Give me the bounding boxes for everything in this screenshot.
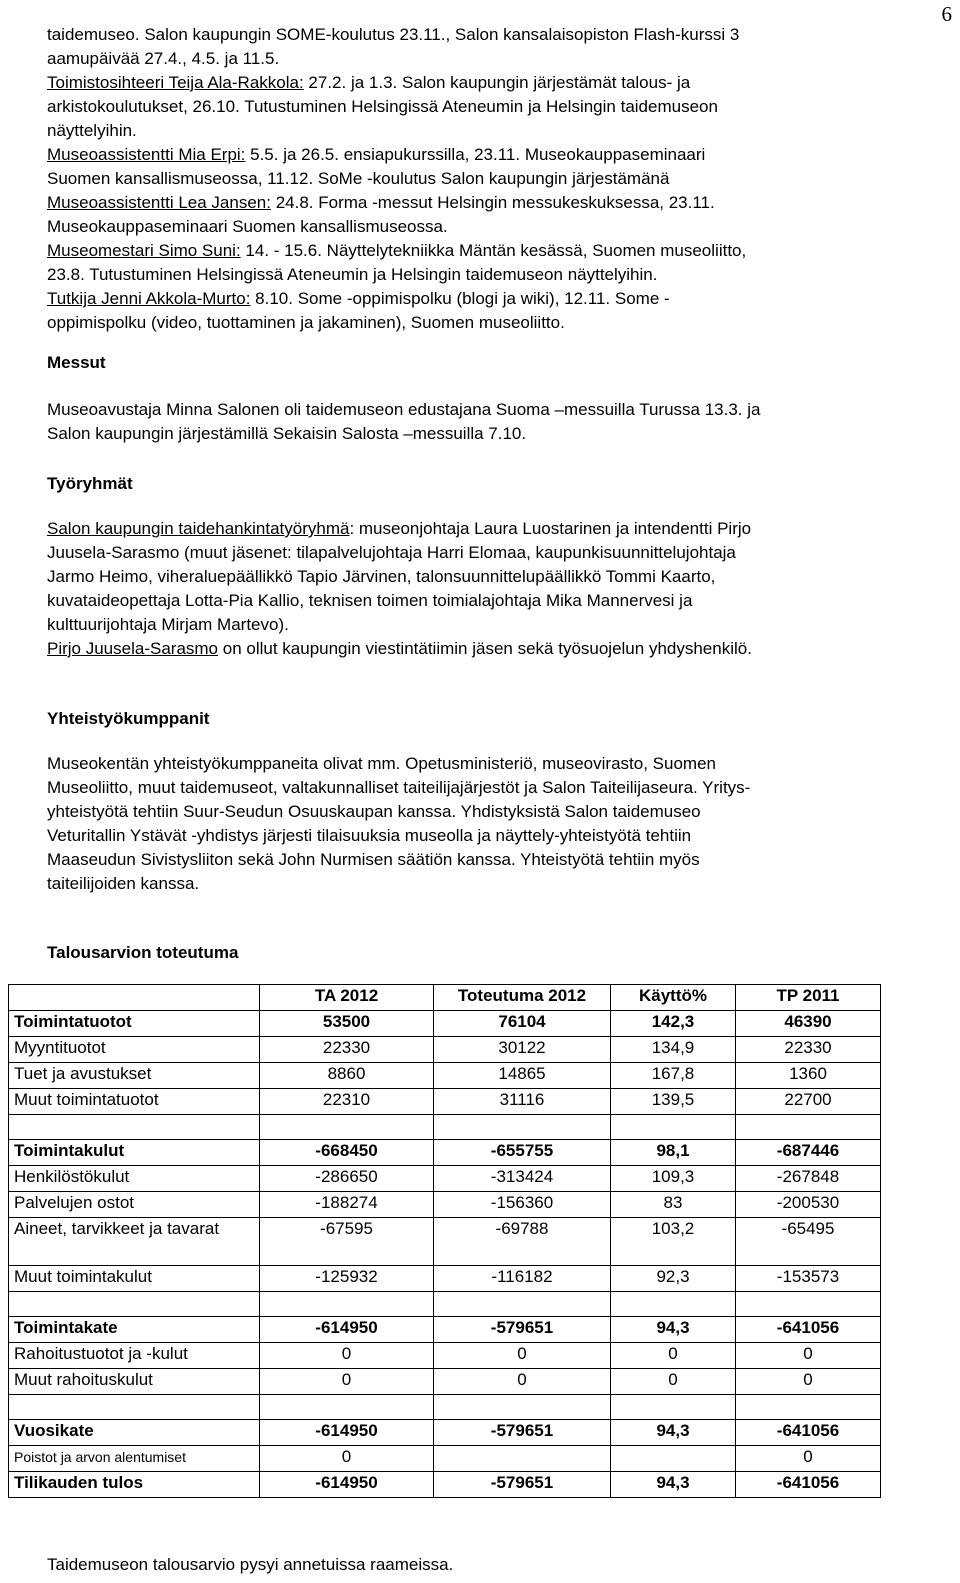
budget-row-label: Myyntituotot xyxy=(9,1037,260,1063)
budget-cell: -125932 xyxy=(260,1266,434,1292)
budget-row xyxy=(9,1266,881,1292)
budget-header-cell: TA 2012 xyxy=(260,985,434,1011)
budget-row xyxy=(9,1192,881,1218)
budget-row xyxy=(9,1472,881,1498)
budget-cell: -286650 xyxy=(260,1166,434,1192)
text-segment: arkistokoulutukset, 26.10. Tutustuminen Helsingissä Ateneumin ja Helsingin taidemuseon xyxy=(47,97,718,116)
budget-row xyxy=(9,1218,881,1266)
text-line xyxy=(47,71,690,95)
text-segment: näyttelyihin. xyxy=(47,121,137,140)
budget-cell: 109,3 xyxy=(611,1166,736,1192)
messut-line: Salon kaupungin järjestämillä Sekaisin Salosta –messuilla 7.10. xyxy=(47,424,527,443)
text-segment: 24.8. Forma -messut Helsingin messukeskuksessa, 23.11. xyxy=(270,193,715,212)
budget-cell: 31116 xyxy=(434,1089,611,1115)
budget-cell: 0 xyxy=(434,1369,611,1395)
budget-row xyxy=(9,1037,881,1063)
budget-spacer-row xyxy=(9,1115,881,1140)
text-segment: on ollut kaupungin viestintätiimin jäsen sekä työsuojelun yhdyshenkilö. xyxy=(218,639,752,658)
budget-cell: -200530 xyxy=(736,1192,881,1218)
text-segment: kulttuurijohtaja Mirjam Martevo). xyxy=(47,615,289,634)
budget-row-label: Tuet ja avustukset xyxy=(9,1063,260,1089)
budget-cell: 98,1 xyxy=(611,1140,736,1166)
budget-row xyxy=(9,1011,881,1037)
budget-row xyxy=(9,1446,881,1472)
budget-row-label: Palvelujen ostot xyxy=(9,1192,260,1218)
budget-row xyxy=(9,1140,881,1166)
budget-cell: 0 xyxy=(736,1446,881,1472)
budget-table xyxy=(8,984,881,1498)
budget-cell xyxy=(611,1292,736,1317)
budget-cell: 22330 xyxy=(736,1037,881,1063)
budget-cell: -116182 xyxy=(434,1266,611,1292)
text-segment: 8.10. Some -oppimispolku (blogi ja wiki), 12.11. Some - xyxy=(250,289,670,308)
budget-cell: -614950 xyxy=(260,1420,434,1446)
text-line xyxy=(47,541,736,565)
budget-cell: 134,9 xyxy=(611,1037,736,1063)
yhteistyo-line: yhteistyötä tehtiin Suur-Seudun Osuuskaupan kanssa. Yhdistyksistä Salon taidemuseo xyxy=(47,802,701,821)
text-line xyxy=(47,23,739,47)
yhteistyo-line: Museoliitto, muut taidemuseot, valtakunnalliset taiteilijajärjestöt ja Salon Taiteilijaseura. Yritys- xyxy=(47,778,751,797)
text-segment: oppimispolku (video, tuottaminen ja jakaminen), Suomen museoliitto. xyxy=(47,313,565,332)
budget-row-label: Toimintakulut xyxy=(9,1140,260,1166)
budget-row-label: Muut rahoituskulut xyxy=(9,1369,260,1395)
budget-cell xyxy=(736,1292,881,1317)
budget-row-label: Toimintakate xyxy=(9,1317,260,1343)
budget-cell: 83 xyxy=(611,1192,736,1218)
text-line xyxy=(47,167,669,191)
budget-cell xyxy=(434,1446,611,1472)
budget-cell: 167,8 xyxy=(611,1063,736,1089)
budget-row xyxy=(9,1317,881,1343)
text-line xyxy=(47,143,705,167)
budget-row-label: Poistot ja arvon alentumiset xyxy=(9,1446,260,1472)
page-number: 6 xyxy=(941,2,952,26)
text-line xyxy=(47,589,692,613)
budget-cell: 139,5 xyxy=(611,1089,736,1115)
budget-cell: 94,3 xyxy=(611,1317,736,1343)
budget-cell: 53500 xyxy=(260,1011,434,1037)
budget-cell: -156360 xyxy=(434,1192,611,1218)
budget-cell xyxy=(260,1395,434,1420)
budget-cell: -67595 xyxy=(260,1218,434,1266)
budget-cell: 0 xyxy=(260,1343,434,1369)
budget-row-label: Henkilöstökulut xyxy=(9,1166,260,1192)
underlined-name: Museoassistentti Mia Erpi: xyxy=(47,145,246,164)
budget-row xyxy=(9,1089,881,1115)
budget-cell: 94,3 xyxy=(611,1472,736,1498)
text-segment: Juusela-Sarasmo (muut jäsenet: tilapalvelujohtaja Harri Elomaa, kaupunkisuunnittelujohtaja xyxy=(47,543,736,562)
budget-spacer-row xyxy=(9,1292,881,1317)
budget-cell: -65495 xyxy=(736,1218,881,1266)
budget-cell: 0 xyxy=(611,1369,736,1395)
underlined-name: Pirjo Juusela-Sarasmo xyxy=(47,639,219,658)
budget-cell: -641056 xyxy=(736,1317,881,1343)
budget-row-label: Muut toimintakulut xyxy=(9,1266,260,1292)
budget-cell: 30122 xyxy=(434,1037,611,1063)
section-heading-messut: Messut xyxy=(47,353,106,372)
budget-cell: -267848 xyxy=(736,1166,881,1192)
text-line xyxy=(47,263,657,287)
budget-cell: -579651 xyxy=(434,1317,611,1343)
budget-cell: -153573 xyxy=(736,1266,881,1292)
budget-header-cell xyxy=(9,985,260,1011)
budget-cell: 94,3 xyxy=(611,1420,736,1446)
budget-row-label: Rahoitustuotot ja -kulut xyxy=(9,1343,260,1369)
budget-cell: 0 xyxy=(736,1343,881,1369)
text-segment: kuvataideopettaja Lotta-Pia Kallio, teknisen toimen toimialajohtaja Mika Mannervesi ja xyxy=(47,591,693,610)
text-line xyxy=(47,517,751,541)
budget-row xyxy=(9,1343,881,1369)
budget-cell: 0 xyxy=(260,1369,434,1395)
text-segment: 27.2. ja 1.3. Salon kaupungin järjestämät talous- ja xyxy=(303,73,691,92)
budget-cell xyxy=(434,1292,611,1317)
text-segment: : museonjohtaja Laura Luostarinen ja intendentti Pirjo xyxy=(349,519,752,538)
budget-cell: 46390 xyxy=(736,1011,881,1037)
text-segment: Museokauppaseminaari Suomen kansallismuseossa. xyxy=(47,217,448,236)
text-line xyxy=(47,239,746,263)
budget-cell: -668450 xyxy=(260,1140,434,1166)
section-heading-yhteistyo: Yhteistyökumppanit xyxy=(47,709,210,728)
budget-cell xyxy=(611,1446,736,1472)
text-line xyxy=(47,565,715,589)
text-segment: Suomen kansallismuseossa, 11.12. SoMe -koulutus Salon kaupungin järjestämänä xyxy=(47,169,670,188)
budget-row-label: Aineet, tarvikkeet ja tavarat xyxy=(9,1218,260,1266)
budget-header-cell: Käyttö% xyxy=(611,985,736,1011)
budget-cell: -641056 xyxy=(736,1472,881,1498)
text-segment: Jarmo Heimo, viheraluepäällikkö Tapio Järvinen, talonsuunnittelupäällikkö Tommi Kaarto, xyxy=(47,567,716,586)
budget-cell: 1360 xyxy=(736,1063,881,1089)
budget-cell: -188274 xyxy=(260,1192,434,1218)
budget-row-label xyxy=(9,1395,260,1420)
budget-cell: 22330 xyxy=(260,1037,434,1063)
messut-line: Museoavustaja Minna Salonen oli taidemuseon edustajana Suoma –messuilla Turussa 13.3. ja xyxy=(47,400,761,419)
budget-cell: 14865 xyxy=(434,1063,611,1089)
budget-cell xyxy=(736,1395,881,1420)
budget-cell xyxy=(611,1395,736,1420)
budget-cell: 0 xyxy=(434,1343,611,1369)
section-heading-talous: Talousarvion toteutuma xyxy=(47,943,239,962)
underlined-name: Museoassistentti Lea Jansen: xyxy=(47,193,271,212)
text-line xyxy=(47,47,279,71)
text-line xyxy=(47,95,718,119)
budget-cell: 76104 xyxy=(434,1011,611,1037)
budget-header-cell: Toteutuma 2012 xyxy=(434,985,611,1011)
underlined-name: Museomestari Simo Suni: xyxy=(47,241,241,260)
text-line xyxy=(47,311,565,335)
text-line xyxy=(47,191,715,215)
text-segment: 5.5. ja 26.5. ensiapukurssilla, 23.11. Museokauppaseminaari xyxy=(245,145,706,164)
budget-row xyxy=(9,1420,881,1446)
budget-cell: 22700 xyxy=(736,1089,881,1115)
budget-row xyxy=(9,1166,881,1192)
text-segment: 23.8. Tutustuminen Helsingissä Ateneumin ja Helsingin taidemuseon näyttelyihin. xyxy=(47,265,658,284)
budget-cell: 8860 xyxy=(260,1063,434,1089)
budget-cell: -69788 xyxy=(434,1218,611,1266)
budget-cell: -579651 xyxy=(434,1420,611,1446)
text-line xyxy=(47,119,137,143)
budget-cell: -614950 xyxy=(260,1472,434,1498)
section-heading-tyoryhmat: Työryhmät xyxy=(47,474,133,493)
budget-row xyxy=(9,1369,881,1395)
budget-cell: 0 xyxy=(736,1369,881,1395)
budget-cell xyxy=(260,1115,434,1140)
budget-row-label: Tilikauden tulos xyxy=(9,1472,260,1498)
budget-cell: 22310 xyxy=(260,1089,434,1115)
budget-cell xyxy=(434,1395,611,1420)
budget-cell: 92,3 xyxy=(611,1266,736,1292)
yhteistyo-line: Veturitallin Ystävät -yhdistys järjesti tilaisuuksia museolla ja näyttely-yhteistyötä tehtiin xyxy=(47,826,692,845)
budget-header-row xyxy=(9,985,881,1011)
footer-note: Taidemuseon talousarvio pysyi annetuissa raameissa. xyxy=(47,1555,454,1574)
budget-cell: -641056 xyxy=(736,1420,881,1446)
text-segment: aamupäivää 27.4., 4.5. ja 11.5. xyxy=(47,49,280,68)
budget-cell xyxy=(736,1115,881,1140)
budget-cell: 142,3 xyxy=(611,1011,736,1037)
text-segment: 14. - 15.6. Näyttelytekniikka Mäntän kesässä, Suomen museoliitto, xyxy=(240,241,747,260)
budget-cell xyxy=(260,1292,434,1317)
budget-header-cell: TP 2011 xyxy=(736,985,881,1011)
budget-cell xyxy=(434,1115,611,1140)
yhteistyo-line: taiteilijoiden kanssa. xyxy=(47,874,200,893)
budget-cell xyxy=(611,1115,736,1140)
budget-cell: -313424 xyxy=(434,1166,611,1192)
text-line xyxy=(47,637,752,661)
budget-row-label xyxy=(9,1292,260,1317)
budget-cell: -579651 xyxy=(434,1472,611,1498)
budget-row-label: Muut toimintatuotot xyxy=(9,1089,260,1115)
text-line xyxy=(47,287,670,311)
yhteistyo-line: Maaseudun Sivistysliiton sekä John Nurmisen säätiön kanssa. Yhteistyötä tehtiin myös xyxy=(47,850,700,869)
budget-cell: -655755 xyxy=(434,1140,611,1166)
budget-row xyxy=(9,1063,881,1089)
budget-row-label: Toimintatuotot xyxy=(9,1011,260,1037)
budget-cell: 0 xyxy=(260,1446,434,1472)
budget-cell: -687446 xyxy=(736,1140,881,1166)
budget-cell: -614950 xyxy=(260,1317,434,1343)
underlined-name: Tutkija Jenni Akkola-Murto: xyxy=(47,289,251,308)
budget-cell: 0 xyxy=(611,1343,736,1369)
budget-row-label: Vuosikate xyxy=(9,1420,260,1446)
text-line xyxy=(47,215,448,239)
budget-cell: 103,2 xyxy=(611,1218,736,1266)
yhteistyo-line: Museokentän yhteistyökumppaneita olivat mm. Opetusministeriö, museovirasto, Suomen xyxy=(47,754,716,773)
text-segment: taidemuseo. Salon kaupungin SOME-koulutus 23.11., Salon kansalaisopiston Flash-kurssi 3 xyxy=(47,25,740,44)
underlined-name: Toimistosihteeri Teija Ala-Rakkola: xyxy=(47,73,304,92)
budget-spacer-row xyxy=(9,1395,881,1420)
budget-row-label xyxy=(9,1115,260,1140)
underlined-name: Salon kaupungin taidehankintatyöryhmä xyxy=(47,519,350,538)
text-line xyxy=(47,613,289,637)
